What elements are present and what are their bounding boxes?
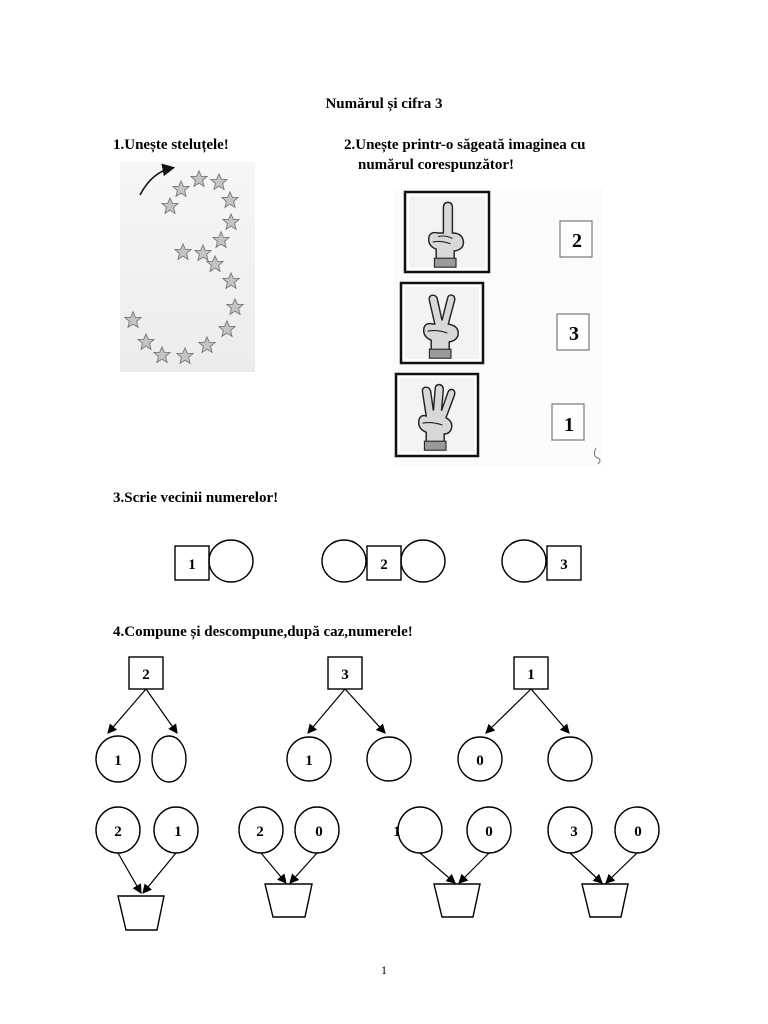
decompose-tree-3 bbox=[458, 657, 592, 781]
exercise-2-label-line2: numărul corespunzător! bbox=[358, 157, 514, 173]
page-title: Numărul și cifra 3 bbox=[325, 96, 443, 112]
number-box-text: 2 bbox=[380, 557, 388, 573]
decompose-tree-2 bbox=[287, 657, 411, 781]
tree-left-number: 0 bbox=[476, 753, 484, 769]
compose-arrow-left bbox=[570, 853, 602, 883]
compose-left-number: 2 bbox=[114, 824, 122, 840]
tree-top-number: 1 bbox=[527, 667, 535, 683]
tree-arrow-left bbox=[308, 689, 345, 733]
compose-right-number: 0 bbox=[634, 824, 642, 840]
page-number: 1 bbox=[381, 963, 387, 977]
compose-arrow-right bbox=[143, 853, 176, 893]
compose-right-number: 0 bbox=[315, 824, 323, 840]
tree-top-number: 2 bbox=[142, 667, 150, 683]
answer-basket[interactable] bbox=[265, 884, 312, 917]
compose-arrow-left bbox=[261, 853, 286, 883]
exercise-1-label: 1.Unește steluțele! bbox=[113, 137, 229, 153]
exercise-4-label: 4.Compune și descompune,după caz,numerele! bbox=[113, 624, 413, 640]
answer-basket[interactable] bbox=[118, 896, 164, 930]
tree-right-circle[interactable] bbox=[367, 737, 411, 781]
tree-arrow-right bbox=[531, 689, 569, 733]
tree-top-number: 3 bbox=[341, 667, 349, 683]
tree-arrow-left bbox=[486, 689, 531, 733]
compose-left-circle bbox=[398, 807, 442, 853]
compose-right-number: 0 bbox=[485, 824, 493, 840]
tree-arrow-right bbox=[345, 689, 385, 733]
compose-arrow-left bbox=[420, 853, 455, 883]
tree-left-number: 1 bbox=[305, 753, 313, 769]
compose-left-number: 2 bbox=[256, 824, 264, 840]
compose-arrow-right bbox=[606, 853, 637, 883]
tree-right-circle[interactable] bbox=[152, 736, 186, 782]
decompose-tree-1 bbox=[96, 657, 186, 782]
exercise-3-label: 3.Scrie vecinii numerelor! bbox=[113, 490, 279, 506]
answer-basket[interactable] bbox=[434, 884, 480, 917]
answer-basket[interactable] bbox=[582, 884, 628, 917]
compose-group-4 bbox=[548, 807, 659, 917]
compose-left-number: 1 bbox=[393, 824, 401, 840]
tree-arrow-left bbox=[108, 689, 146, 733]
exercise-2-label-line1: 2.Unește printr-o săgeată imaginea cu bbox=[344, 137, 586, 153]
compose-right-number: 1 bbox=[174, 824, 182, 840]
compose-group-1 bbox=[96, 807, 198, 930]
number-box-text: 3 bbox=[560, 557, 568, 573]
compose-arrow-right bbox=[459, 853, 489, 883]
compose-arrow-left bbox=[118, 853, 141, 893]
number-card-text: 2 bbox=[572, 230, 582, 252]
compose-group-2 bbox=[239, 807, 339, 917]
compose-group-3 bbox=[393, 807, 511, 917]
tree-left-number: 1 bbox=[114, 753, 122, 769]
compose-left-number: 3 bbox=[570, 824, 578, 840]
tree-arrow-right bbox=[146, 689, 177, 733]
number-card-text: 1 bbox=[564, 414, 574, 436]
compose-arrow-right bbox=[290, 853, 317, 883]
tree-right-circle[interactable] bbox=[548, 737, 592, 781]
number-card-text: 3 bbox=[569, 323, 579, 345]
number-box-text: 1 bbox=[188, 557, 196, 573]
